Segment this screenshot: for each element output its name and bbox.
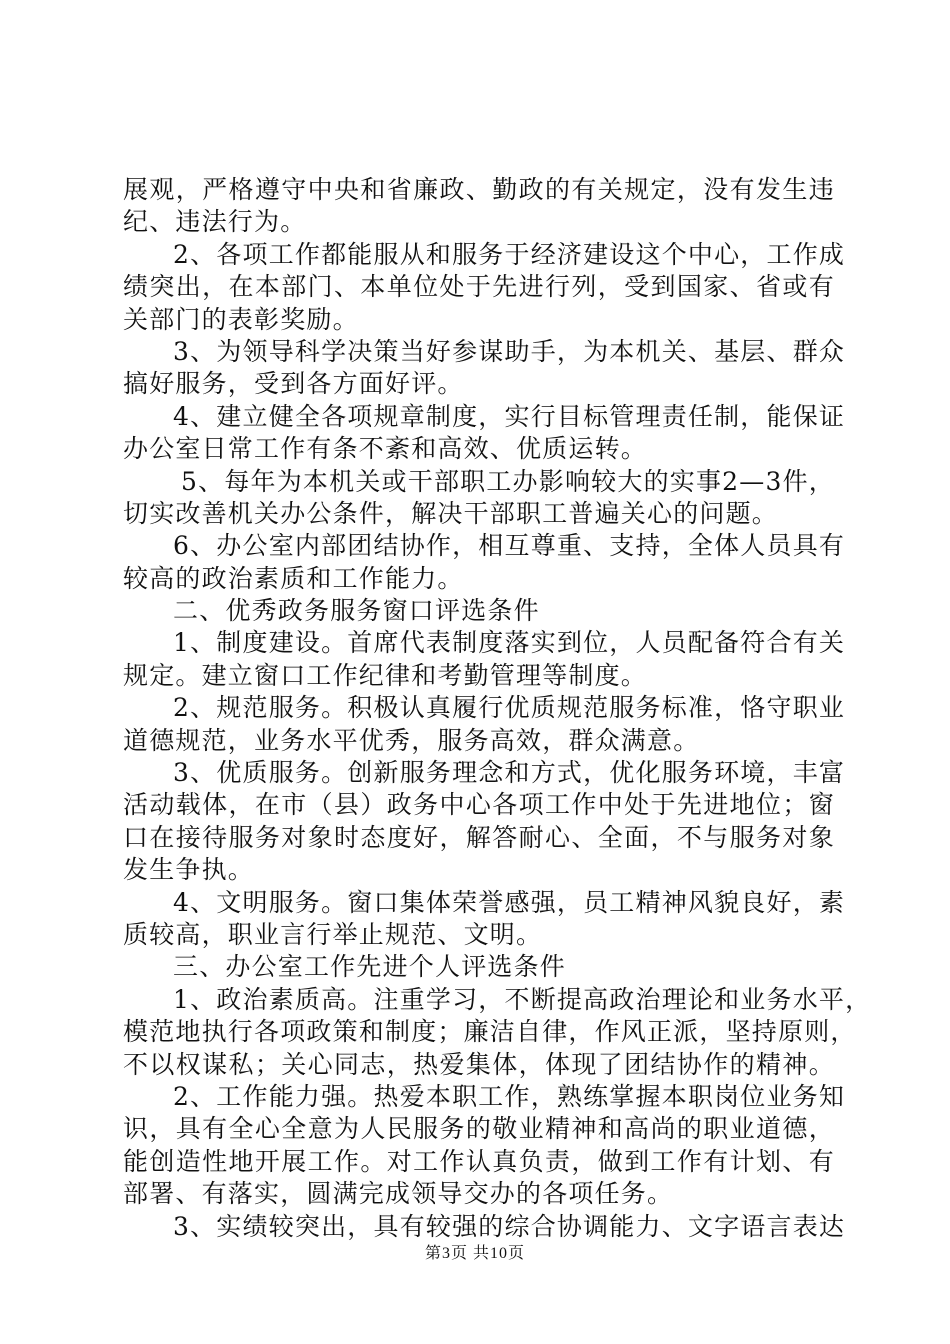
paragraph-line: 3、实绩较突出，具有较强的综合协调能力、文字语言表达 [173,1211,846,1241]
paragraph-line: 纪、违法行为。 [123,207,307,237]
section-heading: 二、优秀政务服务窗口评选条件 [173,596,540,626]
paragraph-line: 2、各项工作都能服从和服务于经济建设这个中心，工作成 [173,239,846,269]
paragraph-line: 识，具有全心全意为人民服务的敬业精神和高尚的职业道德， [123,1114,835,1144]
paragraph-line: 4、建立健全各项规章制度，实行目标管理责任制，能保证 [173,401,846,431]
paragraph-line: 能创造性地开展工作。对工作认真负责，做到工作有计划、有 [123,1146,835,1176]
paragraph-line: 3、为领导科学决策当好参谋助手，为本机关、基层、群众 [173,336,846,366]
document-body [123,174,872,1243]
paragraph-line: 活动载体，在市（县）政务中心各项工作中处于先进地位；窗 [123,790,835,820]
paragraph-line: 道德规范，业务水平优秀，服务高效，群众满意。 [123,725,700,755]
paragraph-line: 口在接待服务对象时态度好，解答耐心、全面，不与服务对象 [123,822,835,852]
paragraph-line: 绩突出，在本部门、本单位处于先进行列，受到国家、省或有 [123,272,835,302]
paragraph-line: 3、优质服务。创新服务理念和方式，优化服务环境，丰富 [173,758,846,788]
page-number-footer: 第3页 共10页 [424,1245,525,1262]
paragraph-line: 搞好服务，受到各方面好评。 [123,369,464,399]
paragraph-line: 6、办公室内部团结协作，相互尊重、支持，全体人员具有 [173,531,846,561]
paragraph-line: 展观，严格遵守中央和省廉政、勤政的有关规定，没有发生违 [123,175,835,204]
paragraph-line: 1、制度建设。首席代表制度落实到位，人员配备符合有关 [173,628,846,658]
paragraph-line: 规定。建立窗口工作纪律和考勤管理等制度。 [123,660,648,690]
paragraph-line: 较高的政治素质和工作能力。 [123,563,464,593]
paragraph-line: 关部门的表彰奖励。 [123,304,359,334]
paragraph-line: 部署、有落实，圆满完成领导交办的各项任务。 [123,1179,674,1209]
paragraph-line: 2、工作能力强。热爱本职工作，熟练掌握本职岗位业务知 [173,1081,846,1111]
paragraph-line: 2、规范服务。积极认真履行优质规范服务标准，恪守职业 [173,693,846,723]
paragraph-line: 1、政治素质高。注重学习，不断提高政治理论和业务水平， [173,984,872,1014]
section-heading: 三、办公室工作先进个人评选条件 [173,952,567,982]
paragraph-line: 质较高，职业言行举止规范、文明。 [123,919,543,949]
paragraph-line: 办公室日常工作有条不紊和高效、优质运转。 [123,434,648,464]
paragraph-line: 模范地执行各项政策和制度；廉洁自律，作风正派，坚持原则， [123,1017,857,1047]
paragraph-line: 切实改善机关办公条件，解决干部职工普遍关心的问题。 [123,498,779,528]
paragraph-line: 发生争执。 [123,855,255,885]
paragraph-line: 4、文明服务。窗口集体荣誉感强，员工精神风貌良好，素 [173,887,846,917]
paragraph-line: 不以权谋私；关心同志，热爱集体，体现了团结协作的精神。 [123,1049,835,1079]
paragraph-line: 5、每年为本机关或干部职工办影响较大的实事2—3件， [181,466,835,496]
